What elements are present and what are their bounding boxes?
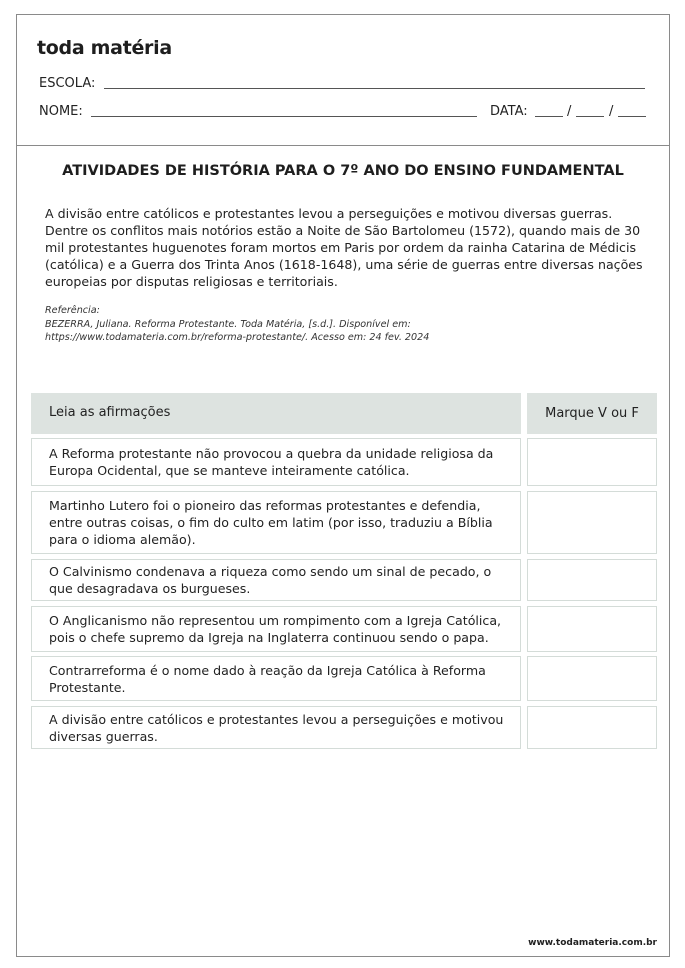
answer-header: Marque V ou F [527, 393, 657, 434]
date-label: DATA: [490, 104, 528, 119]
statement-cell: A Reforma protestante não provocou a quebra da unidade religiosa da Europa Ocidental, que se manteve inteiramente católica. [31, 438, 521, 486]
date-year-line[interactable] [618, 116, 646, 117]
date-separator: / [609, 104, 614, 119]
answer-box[interactable] [527, 606, 657, 652]
answer-box[interactable] [527, 491, 657, 554]
statement-cell: Contrarreforma é o nome dado à reação da Igreja Católica à Reforma Protestante. [31, 656, 521, 701]
date-separator: / [567, 104, 572, 119]
reference-line: BEZERRA, Juliana. Reforma Protestante. Toda Matéria, [s.d.]. Disponível em: [45, 318, 411, 330]
intro-text: A divisão entre católicos e protestantes levou a perseguições e motivou diversas guerras. Dentre os conflitos mais notórios estão a Noite de São Bartolomeu (1572), quando mais de 30 mil protestantes huguenotes foram mortos em Paris por ordem da rainha Catarina de Médicis (católica) e a Guerra dos Trinta Anos (1618-1648), uma série de guerras entre diversas nações europeias por disputas religiosas e territoriais. [45, 206, 643, 289]
name-label: NOME: [39, 104, 83, 119]
answer-box[interactable] [527, 656, 657, 701]
reference [45, 304, 655, 345]
statement-cell: A divisão entre católicos e protestantes levou a perseguições e motivou diversas guerras. [31, 706, 521, 749]
date-day-line[interactable] [535, 116, 563, 117]
header [17, 15, 669, 146]
footer-url: www.todamateria.com.br [528, 938, 657, 948]
reference-label: Referência: [45, 305, 100, 316]
school-label: ESCOLA: [39, 76, 96, 91]
answer-box[interactable] [527, 559, 657, 601]
statement-cell: O Calvinismo condenava a riqueza como sendo um sinal de pecado, o que desagradava os burgueses. [31, 559, 521, 601]
answer-box[interactable] [527, 706, 657, 749]
statement-cell: O Anglicanismo não representou um rompimento com a Igreja Católica, pois o chefe supremo da Igreja na Inglaterra continuou sendo o papa. [31, 606, 521, 652]
statements-header: Leia as afirmações [31, 393, 521, 434]
page-title: ATIVIDADES DE HISTÓRIA PARA O 7º ANO DO ENSINO FUNDAMENTAL [62, 163, 624, 179]
reference-line: https://www.todamateria.com.br/reforma-protestante/. Acesso em: 24 fev. 2024 [45, 332, 430, 343]
date-month-line[interactable] [576, 116, 604, 117]
school-line[interactable] [104, 88, 645, 89]
name-line[interactable] [91, 116, 477, 117]
statement-cell: Martinho Lutero foi o pioneiro das reformas protestantes e defendia, entre outras coisas, o fim do culto em latim (por isso, traduziu a Bíblia para o idioma alemão). [31, 491, 521, 554]
answer-box[interactable] [527, 438, 657, 486]
brand-logo: toda matéria [37, 37, 172, 59]
worksheet-page [16, 14, 670, 957]
